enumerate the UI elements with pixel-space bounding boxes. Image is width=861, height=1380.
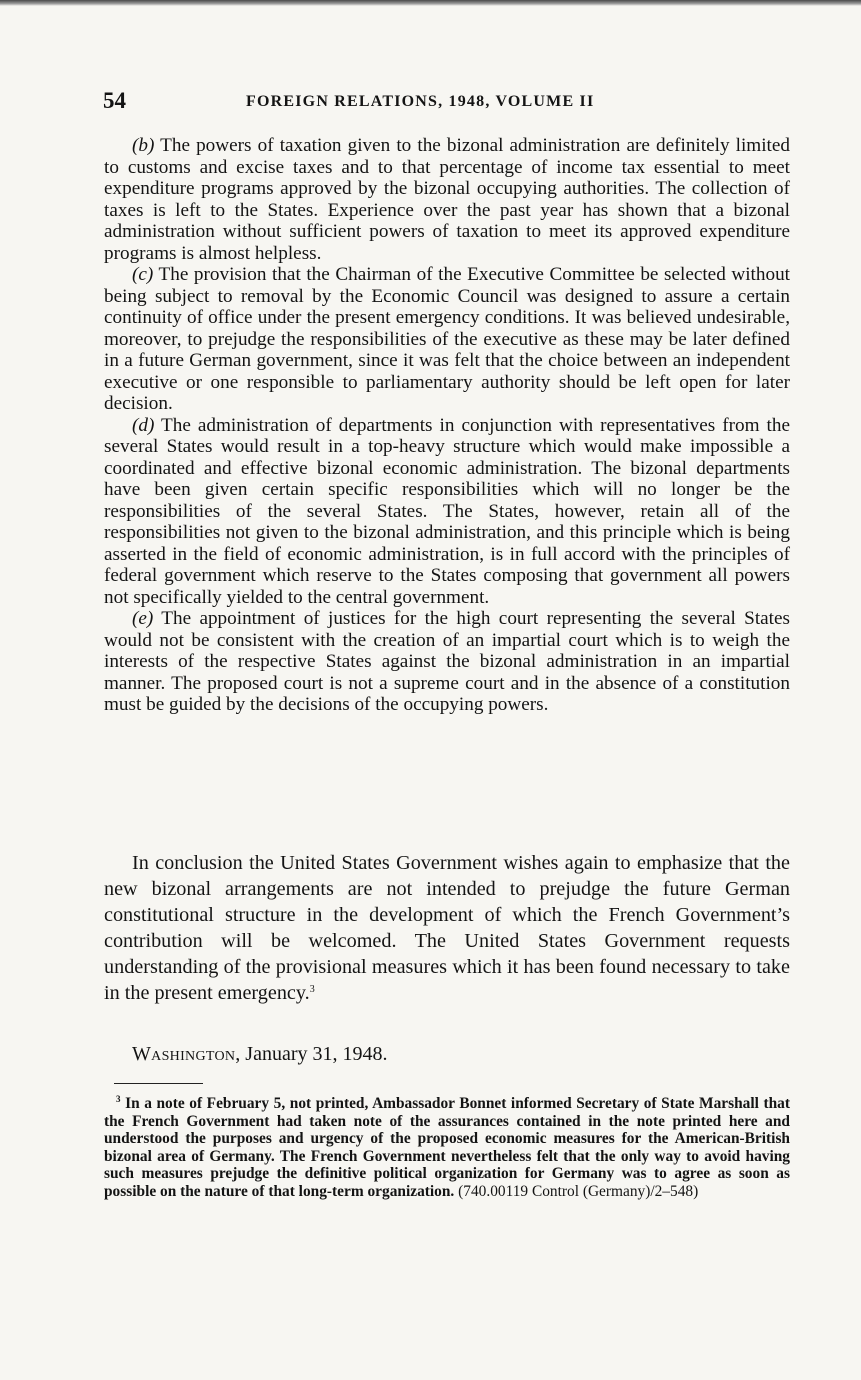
paragraph-c [104,264,790,415]
footnote-citation: (740.00119 Control (Germany)/2–548) [454,1182,699,1200]
paragraph-e [104,608,790,716]
running-head: FOREIGN RELATIONS, 1948, VOLUME II [246,93,595,110]
footnote-text: In a note of February 5, not printed, Ambassador Bonnet informed Secretary of State Marshall that the French Government had taken note of the assurances contained in the note printed here and understood the purposes and urgency of the proposed economic measures for the American-British bizonal area of Germany. The French Government nevertheless felt that the only way to avoid having such measures prejudge the definitive political organization for Germany was to agree as soon as possible on the nature of that long-term organization. [104,1095,790,1200]
main-text [104,135,790,716]
paragraph-b [104,135,790,264]
paragraph-text: The appointment of justices for the high court representing the several States would not be consistent with the creation of an impartial court which is to weigh the interests of the respective States against the bizonal administration in an impartial manner. The proposed court is not a supreme court and in the absence of a constitution must be guided by the decisions of the occupying powers. [104,608,790,715]
dateline-place: Washington [132,1043,236,1065]
dateline-date: , January 31, 1948. [235,1043,388,1065]
page-header [103,88,793,118]
footnote-mark: 3 [116,1094,121,1104]
footnote [104,1095,790,1201]
paragraph-text: The provision that the Chairman of the Executive Committee be selected without being subject to removal by the Economic Council was designed to assure a certain continuity of office under the present emergency conditions. It was believed undesirable, moreover, to prejudge the responsibilities of the executive as these may be later defined in a future German government, since it was felt that the choice between an independent executive or one responsible to parliamentary authority should be left open for later decision. [104,264,790,414]
paragraph-d [104,415,790,609]
conclusion-text: In conclusion the United States Government wishes again to emphasize that the new bizonal arrangements are not intended to prejudge the future German constitutional structure in the development of which the French Government’s contribution will be welcomed. The United States Government requests understanding of the provisional measures which it has been found necessary to take in the present emergency. [104,852,790,1004]
paragraph-text: The administration of departments in conjunction with representatives from the several States would result in a top-heavy structure which would make impossible a coordinated and effective bizonal economic administration. The bizonal departments have been given certain specific responsibilities which will no longer be the responsibilities of the several States. The States, however, retain all of the responsibilities not given to the bizonal administration, and this principle which is being asserted in the field of economic administration, is in full accord with the principles of federal government which reserve to the States composing that government all powers not specifically yielded to the central government. [104,414,790,608]
paragraph-label: (b) [132,135,155,156]
page-top-edge [0,0,861,6]
paragraph-label: (d) [132,414,155,436]
paragraph-text: The powers of taxation given to the bizonal administration are definitely limited to customs and excise taxes and to that percentage of income tax essential to meet expenditure programs approved by the bizonal occupying authorities. The collection of taxes is left to the States. Experience over the past year has shown that a bizonal administration without sufficient powers of taxation to meet its approved expenditure programs is almost helpless. [104,135,790,264]
paragraph-label: (e) [132,608,154,629]
paragraph-label: (c) [132,264,154,285]
dateline [132,1043,388,1066]
footnote-reference: 3 [309,984,315,995]
footnote-divider [114,1083,203,1084]
conclusion-paragraph [104,850,790,1006]
page-number: 54 [103,88,126,113]
